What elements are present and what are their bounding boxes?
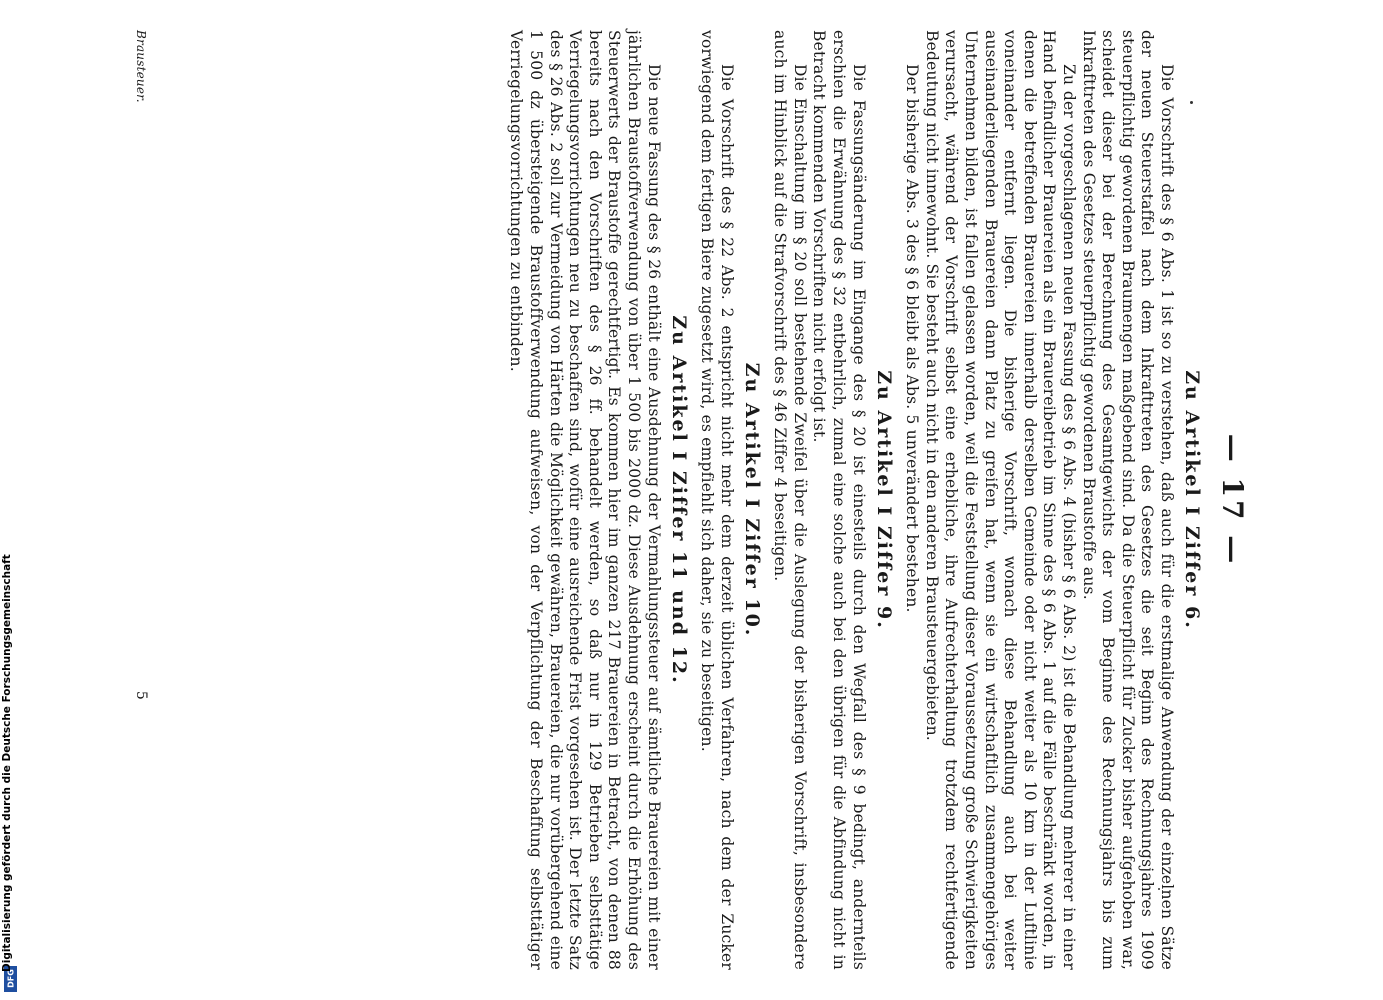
- paragraph: Zu der vorgeschlagenen neuen Fassung des § 6 Abs. 4 (bisher § 6 Abs. 2) ist die Behandlung mehrerer in einer Hand befindlicher Brauereien als ein Brauereibetrieb im Sinne des § 6 Abs. 1 auf die Fälle beschränkt worden, in denen die betreffenden Brauereien innerhalb derselben Gemeinde oder nicht weiter als 10 km in der Luftlinie voneinander entfernt liegen. Die bisherige Vorschrift, wonach diese Behandlung auch bei weiter auseinanderliegenden Brauereien dann Platz zu greifen hat, wenn sie ein wirtschaftlich zusammengehöriges Unternehmen bilden, ist fallen gelassen worden, weil die Feststellung dieser Voraussetzung große Schwierigkeiten verursacht, während der Vorschrift selbst eine erhebliche, ihre Aufrechterhaltung trotzdem rechtfertigende Bedeutung nicht innewohnt. Sie besteht auch nicht in den anderen Brausteuergebieten.: [922, 30, 1079, 970]
- rotated-document: [130, 30, 1250, 970]
- dfg-logo: DFG: [4, 966, 17, 992]
- paragraph: Die Vorschrift des § 6 Abs. 1 ist so zu verstehen, daß auch für die erstmalige Anwendung der einzelnen Sätze der neuen Steuerstaffel nach dem Inkrafttreten des Gesetzes die seit Beginn des Rechnungsjahres 1909 steuerpflichtig gewordenen Braumengen maßgebend sind. Da die Steuerpflicht für Zucker bisher aufgehoben war, scheidet dieser bei der Berechnung des Gesamtgewichts der vom Beginne des Rechnungsjahrs bis zum Inkrafttreten des Gesetzes steuerpflichtig gewordenen Braustoffe aus.: [1079, 30, 1176, 970]
- section-article-1-items-11-12: [506, 30, 691, 970]
- digitization-credit-text: Digitalisierung gefördert durch die Deutsche Forschungsgemeinschaft: [1, 554, 13, 972]
- paragraph: Die Fassungsänderung im Eingange des § 20 ist einesteils durch den Wegfall des § 9 bedingt, andernteils erschien die Erwähnung des § 32 entbehrlich, zumal eine solche auch bei den übrigen für die Abfindung nicht in Betracht kommenden Vorschriften nicht erfolgt ist.: [810, 30, 868, 970]
- section-heading: Zu Artikel I Ziffer 6.: [1181, 370, 1203, 630]
- section-heading: Zu Artikel I Ziffer 11 und 12.: [667, 315, 690, 685]
- section-heading: Zu Artikel I Ziffer 9.: [872, 370, 895, 630]
- section-article-1-item-9: [770, 30, 896, 970]
- section-heading: Zu Artikel I Ziffer 10.: [740, 362, 763, 638]
- paragraph: Die Vorschrift des § 22 Abs. 2 entspricht nicht mehr dem derzeit üblichen Verfahren, nach dem der Zucker vorwiegend dem fertigen Biere zugesetzt wird, es empfiehlt sich daher, sie zu beseitigen.: [698, 30, 736, 970]
- paragraph: Die Einschaltung im § 20 soll bestehende Zweifel über die Auslegung der bisherigen Vorschrift, insbesondere auch im Hinblick auf die Strafvorschrift des § 46 Ziffer 4 beseitigen.: [771, 30, 809, 970]
- page-footer: [130, 30, 152, 970]
- footer-abbreviation: Brausteuer.: [133, 30, 148, 103]
- page-number: — 17 —: [1216, 433, 1249, 567]
- paragraph: Der bisherige Abs. 3 des § 6 bleibt als Abs. 5 unverändert bestehen.: [903, 64, 922, 613]
- section-article-1-item-10: [697, 30, 764, 970]
- section-article-1-item-6: [902, 30, 1204, 970]
- paragraph: Die neue Fassung des § 26 enthält eine Ausdehnung der Vermahlungssteuer auf sämtliche Brauereien mit einer jährlichen Braustoffverwendung von über 1 500 bis 2000 dz. Diese Ausdehnung erscheint durch die Erhöhung des Steuerwerts der Braustoffe gerechtfertigt. Es kommen hier im ganzen 217 Brauereien in Betracht, von denen 88 bereits nach den Vorschriften des § 26 ff. behandelt werden, so daß nur in 129 Betrieben selbsttätige Verriegelungsvorrichtungen neu zu beschaffen sind, wofür eine ausreichende Frist vorgesehen ist. Der letzte Satz des § 26 Abs. 2 soll zur Vermeidung von Härten die Möglichkeit gewähren, Brauereien, die nur vorübergehend eine 1 500 dz übersteigende Braustoffverwendung aufweisen, von der Verpflichtung der Beschaffung selbsttätiger Verriegelungsvorrichtungen zu entbinden.: [507, 30, 663, 970]
- sheet-number: 5: [132, 690, 149, 700]
- digitization-credit: [0, 0, 30, 1000]
